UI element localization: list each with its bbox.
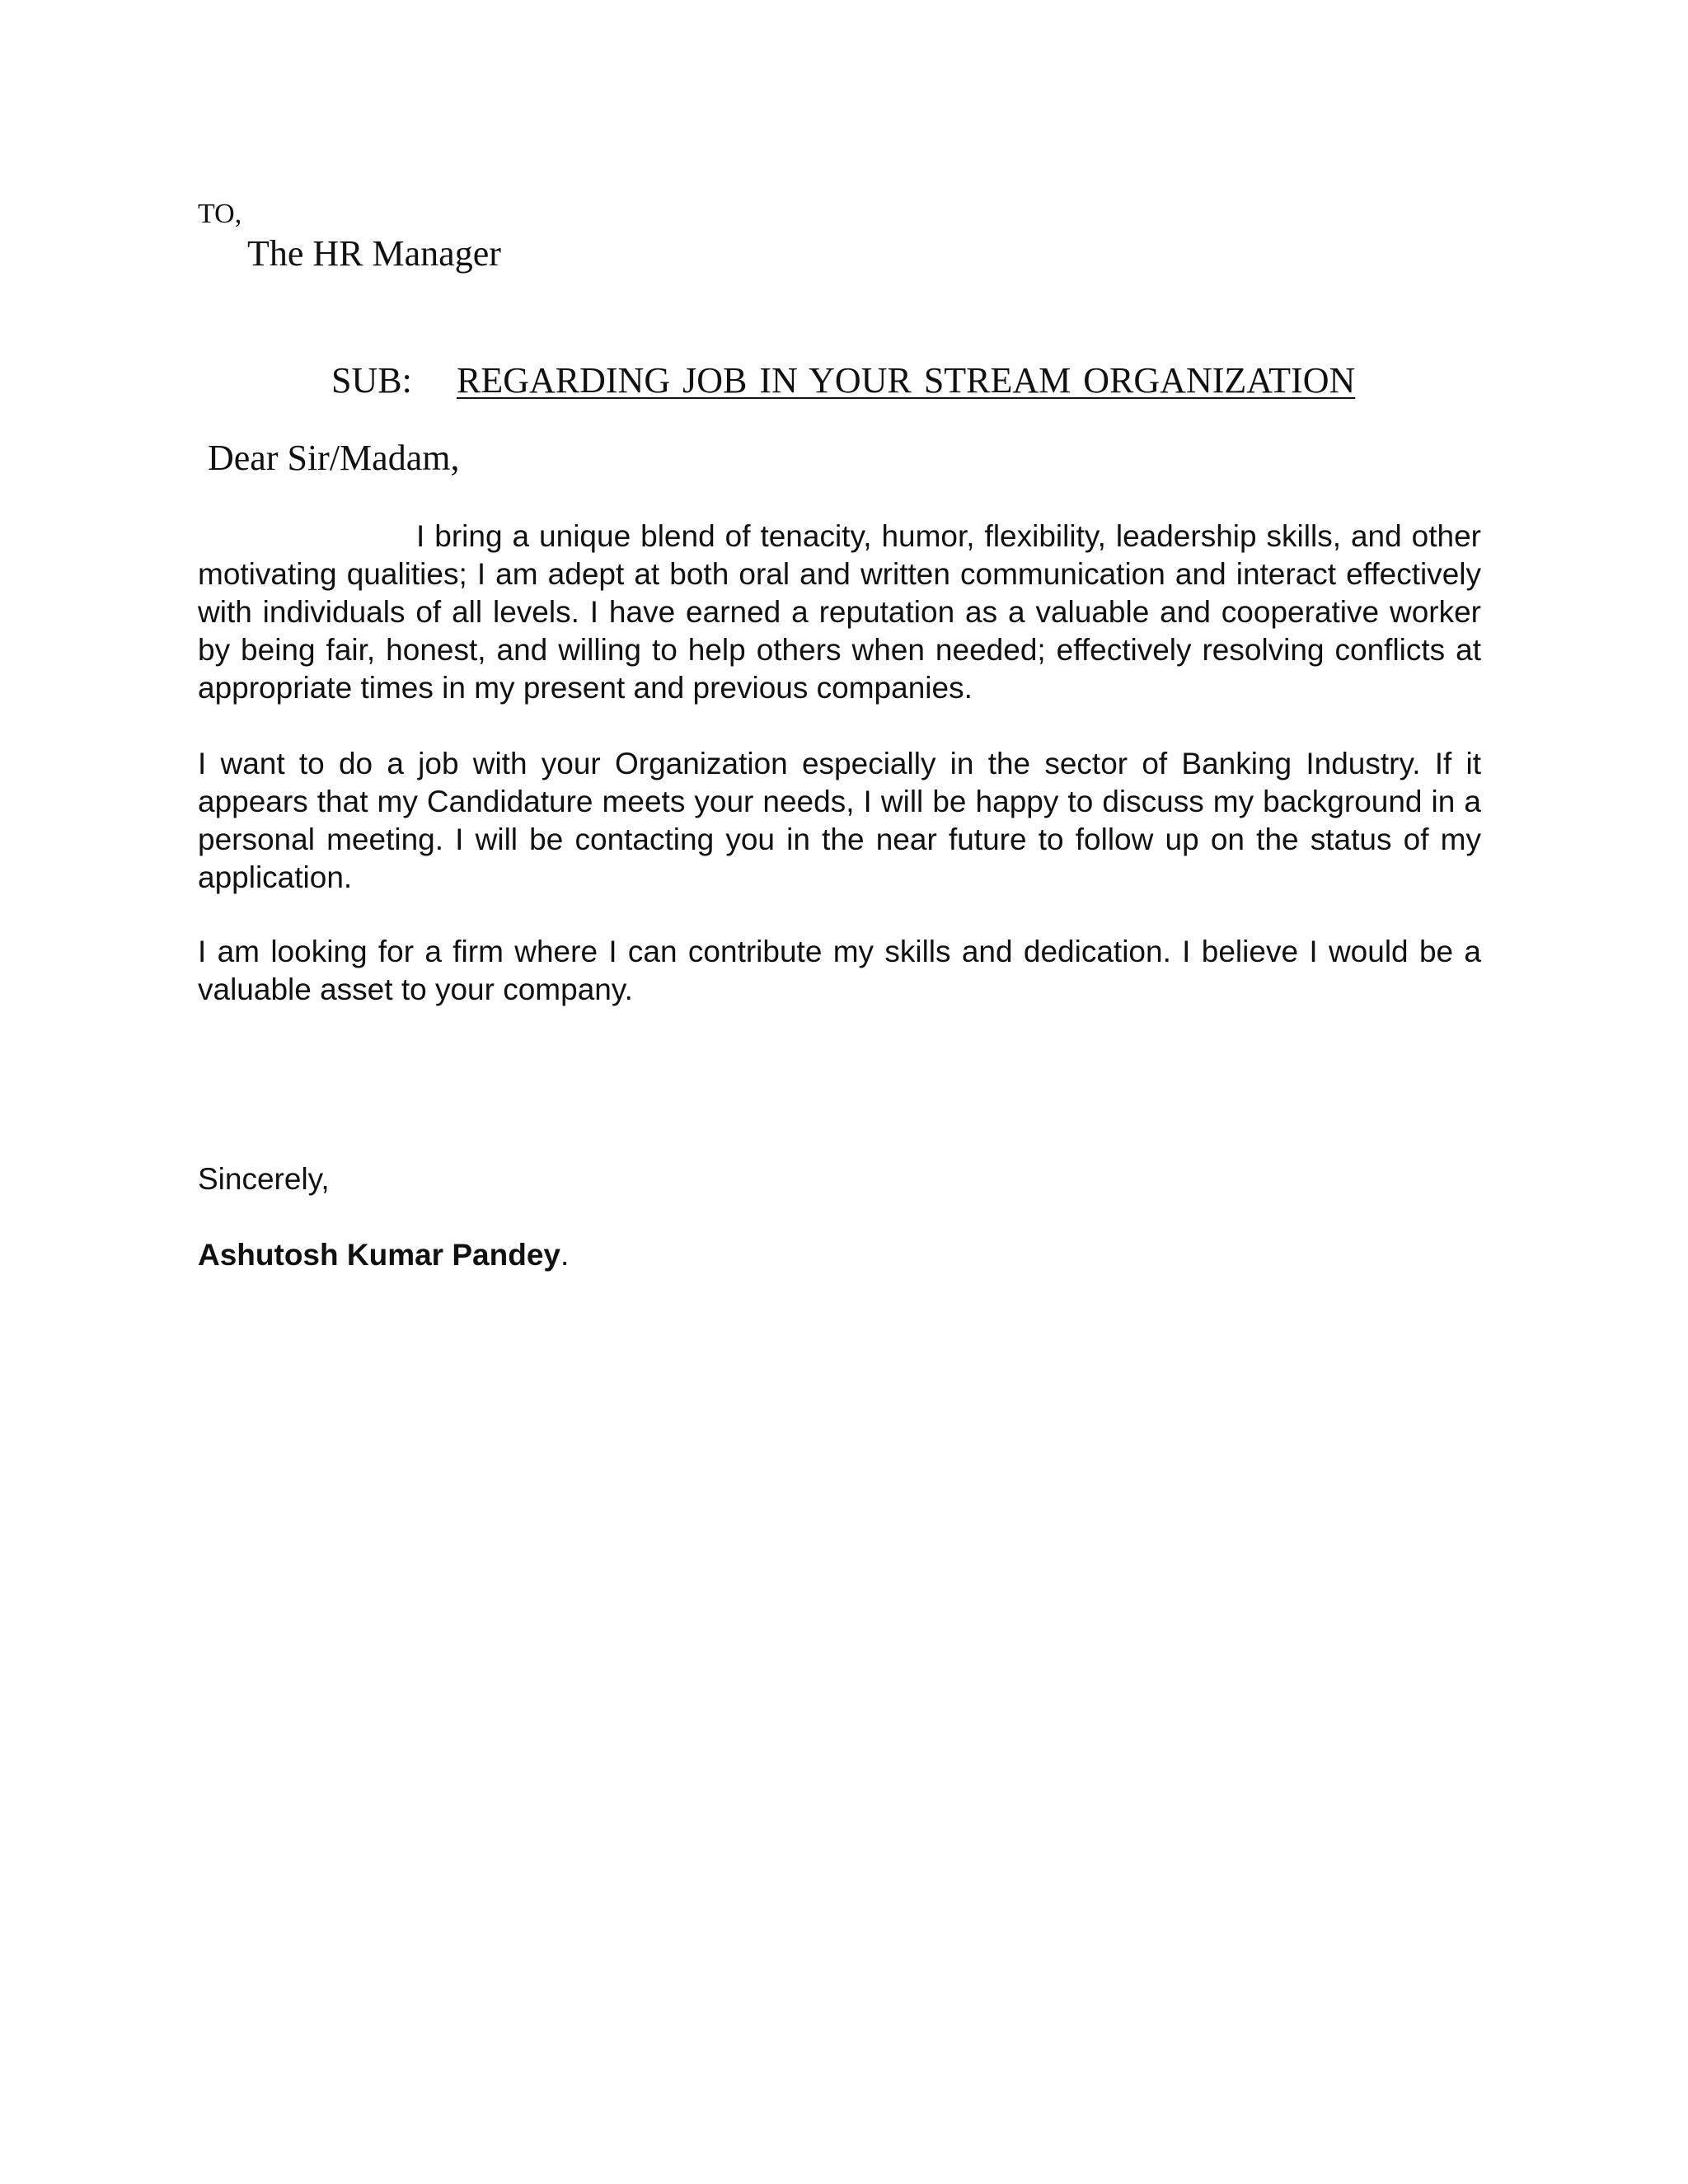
subject-text: REGARDING JOB IN YOUR STREAM ORGANIZATION	[457, 360, 1356, 401]
body-paragraph-3: I am looking for a firm where I can contribute my skills and dedication. I believe I would be a valuable asset to your company.	[198, 935, 1481, 1006]
body-paragraph-2: I want to do a job with your Organization especially in the sector of Banking Industry. If it appears that my Candidature meets your needs, I will be happy to discuss my background in a personal meeting. I will be contacting you in the near future to follow up on the status of my application.	[198, 747, 1481, 894]
recipient: The HR Manager	[247, 233, 501, 274]
closing: Sincerely,	[198, 1162, 330, 1196]
body-paragraph-1: I bring a unique blend of tenacity, humor, flexibility, leadership skills, and other motivating qualities; I am adept at both oral and written communication and interact effectively with individuals of all levels. I have earned a reputation as a valuable and cooperative worker by being fair, honest, and willing to help others when needed; effectively resolving conflicts at appropriate times in my present and previous companies.	[198, 519, 1481, 705]
to-line: TO,	[198, 199, 242, 229]
signature	[198, 1236, 569, 1274]
subject-line	[331, 359, 1355, 402]
salutation: Dear Sir/Madam,	[208, 438, 460, 478]
subject-label: SUB:	[331, 360, 412, 401]
signature-name: Ashutosh Kumar Pandey	[198, 1238, 560, 1272]
signature-period: .	[560, 1238, 570, 1272]
